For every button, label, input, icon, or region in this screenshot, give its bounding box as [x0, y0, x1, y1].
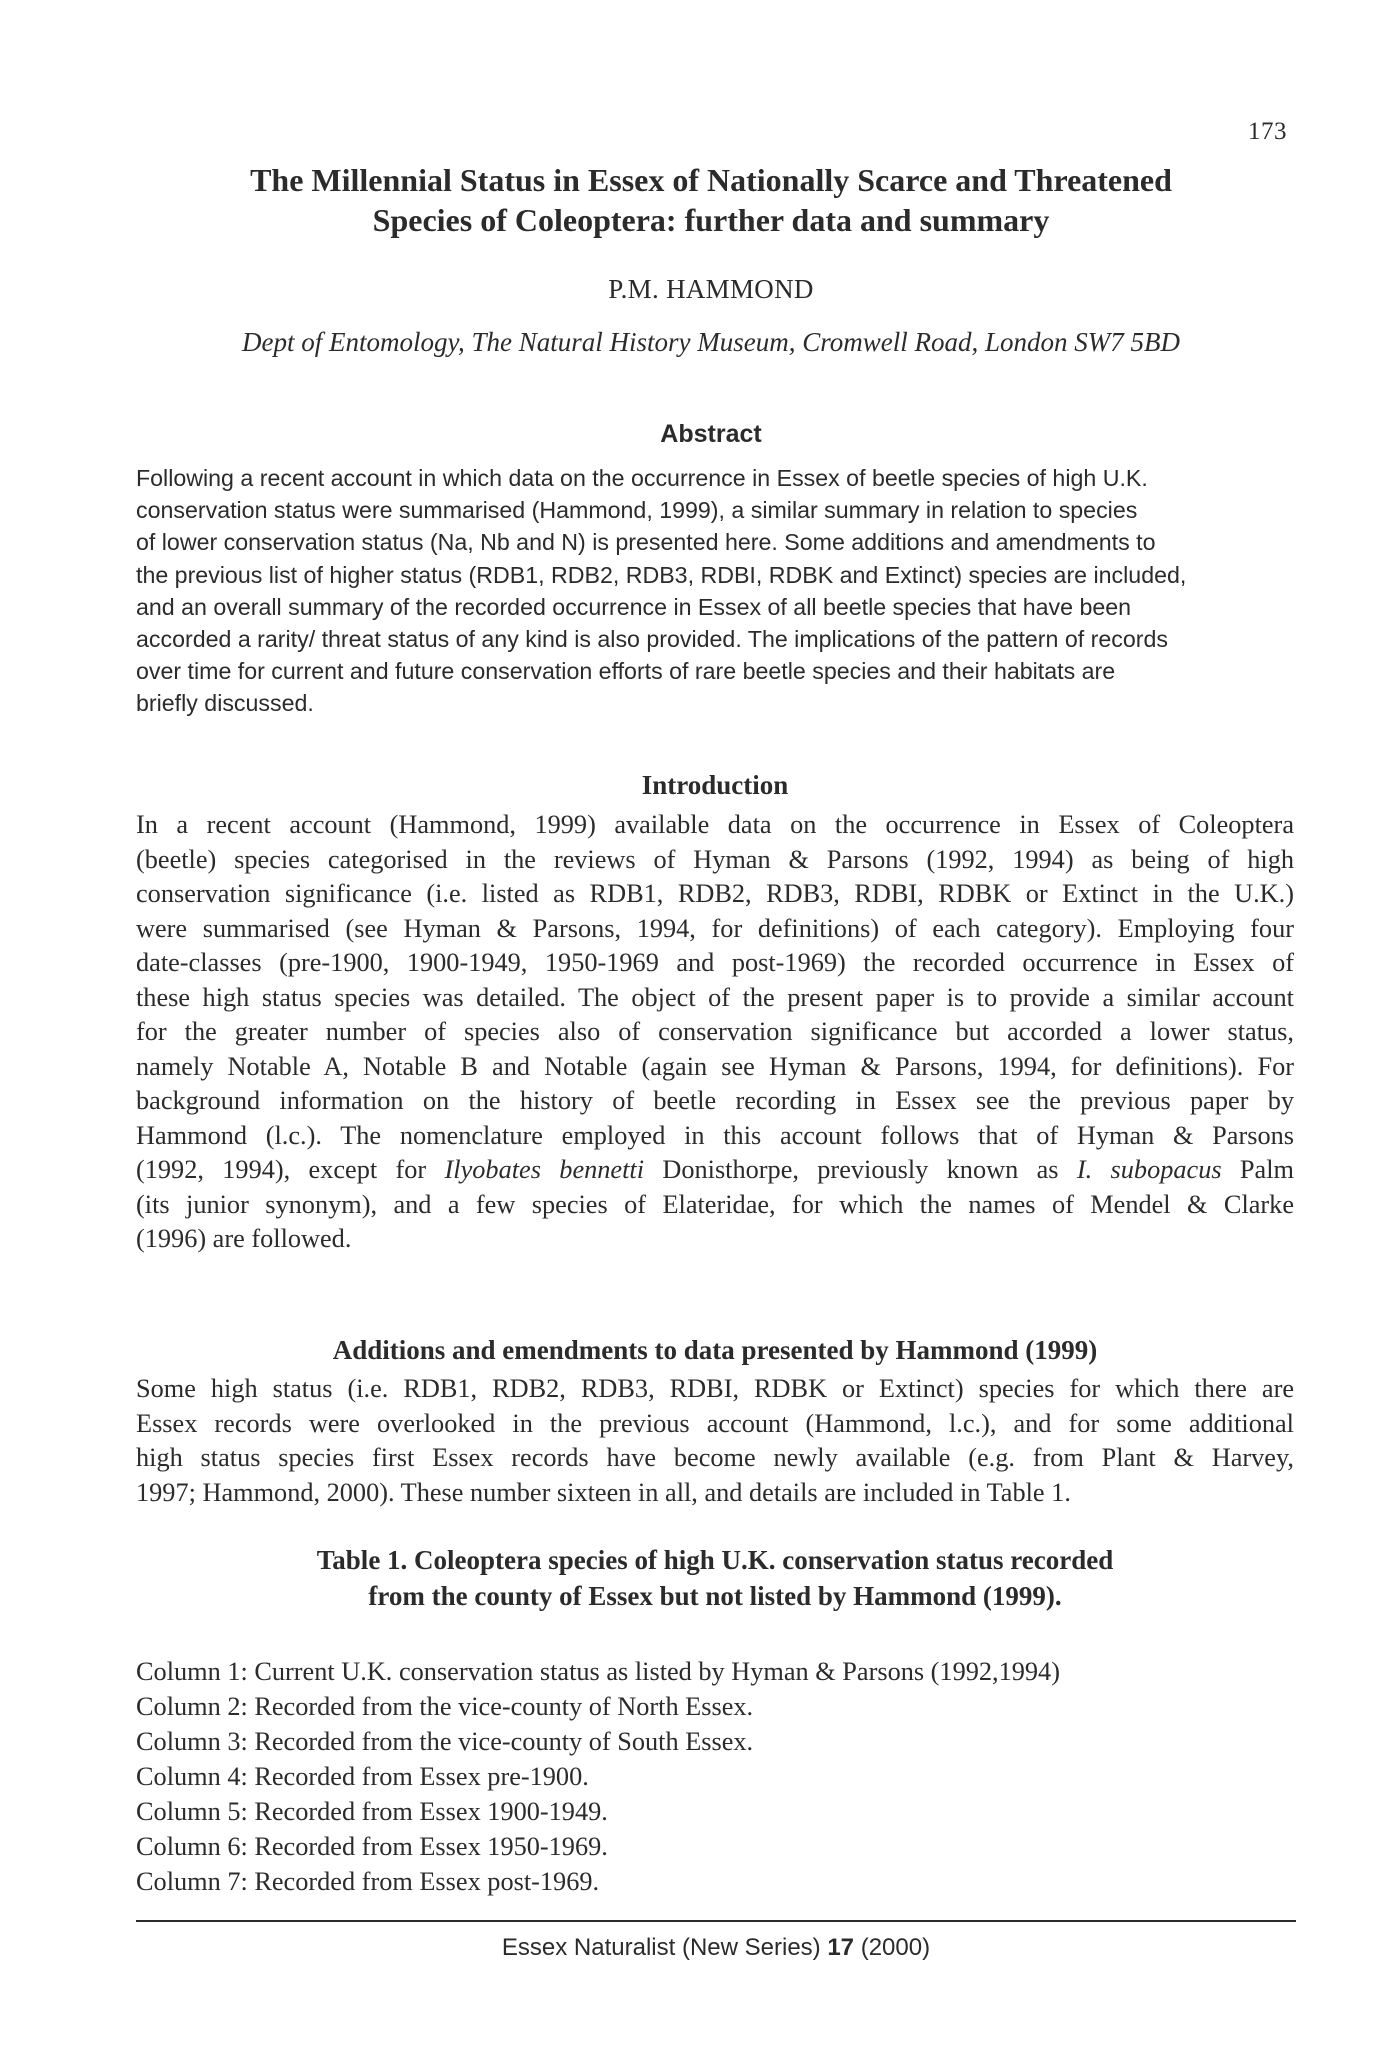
abstract-line: the previous list of higher status (RDB1, RDB2, RDB3, RDBI, RDBK and Extinct) species are included, — [136, 561, 1187, 588]
introduction-line: In a recent account (Hammond, 1999) available data on the occurrence in Essex of Coleoptera — [136, 810, 1294, 839]
column-definition: Column 1: Current U.K. conservation status as listed by Hyman & Parsons (1992,1994) — [136, 1657, 1060, 1686]
abstract-line: conservation status were summarised (Hammond, 1999), a similar summary in relation to species — [136, 497, 1138, 524]
abstract-heading: Abstract — [660, 420, 762, 448]
title-line-1: The Millennial Status in Essex of Nationally Scarce and Threatened — [250, 162, 1172, 198]
introduction-line: (beetle) species categorised in the reviews of Hyman & Parsons (1992, 1994) as being of high — [136, 844, 1294, 874]
column-definition: Column 5: Recorded from Essex 1900-1949. — [136, 1797, 608, 1826]
abstract-text — [136, 462, 1294, 720]
introduction-line-part: Palm — [1221, 1155, 1294, 1184]
introduction-line: these high status species was detailed. The object of the present paper is to provide a similar account — [136, 982, 1294, 1012]
abstract-line: and an overall summary of the recorded occurrence in Essex of all beetle species that have been — [136, 593, 1132, 620]
introduction-line — [136, 1153, 1294, 1188]
additions-text — [136, 1372, 1294, 1510]
abstract-line: of lower conservation status (Na, Nb and N) is presented here. Some additions and amendments to — [136, 529, 1156, 556]
title-line-2: Species of Coleoptera: further data and summary — [372, 202, 1050, 238]
introduction-line: background information on the history of beetle recording in Essex see the previous paper by — [136, 1086, 1294, 1115]
abstract-line: over time for current and future conservation efforts of rare beetle species and their habitats are — [136, 658, 1116, 685]
introduction-line: namely Notable A, Notable B and Notable (again see Hyman & Parsons, 1994, for definitions). For — [136, 1051, 1294, 1081]
introduction-line: were summarised (see Hyman & Parsons, 1994, for definitions) of each category). Employing four — [136, 913, 1294, 943]
journal-volume: 17 — [827, 1934, 855, 1961]
introduction-line-part: (1992, 1994), except for — [136, 1155, 445, 1184]
additions-line: Essex records were overlooked in the previous account (Hammond, l.c.), and for some additional — [136, 1408, 1294, 1438]
additions-line: Some high status (i.e. RDB1, RDB2, RDB3, RDBI, RDBK or Extinct) species for which there are — [136, 1374, 1294, 1403]
species-name-ilyobates-bennetti: Ilyobates bennetti — [444, 1155, 644, 1184]
column-definition: Column 4: Recorded from Essex pre-1900. — [136, 1762, 589, 1791]
introduction-line: Hammond (l.c.). The nomenclature employed in this account follows that of Hyman & Parsons — [136, 1120, 1294, 1150]
introduction-line: (1996) are followed. — [136, 1224, 352, 1253]
author: P.M. HAMMOND — [608, 274, 814, 304]
journal-year: (2000) — [860, 1934, 931, 1961]
species-name-i-subopacus: I. subopacus — [1076, 1155, 1222, 1184]
table-1-column-definitions — [136, 1654, 1294, 1899]
table-caption-line: Table 1. Coleoptera species of high U.K. conservation status recorded — [316, 1545, 1114, 1575]
introduction-line-part: Donisthorpe, previously known as — [644, 1155, 1077, 1184]
introduction-text — [136, 808, 1294, 1257]
introduction-line: conservation significance (i.e. listed as RDB1, RDB2, RDB3, RDBI, RDBK or Extinct in the U.K.) — [136, 879, 1294, 908]
additions-line: 1997; Hammond, 2000). These number sixteen in all, and details are included in Table 1. — [136, 1477, 1071, 1507]
column-definition: Column 3: Recorded from the vice-county of South Essex. — [136, 1727, 754, 1756]
affiliation: Dept of Entomology, The Natural History Museum, Cromwell Road, London SW7 5BD — [242, 327, 1180, 357]
table-1-caption — [136, 1542, 1294, 1614]
introduction-heading: Introduction — [641, 770, 789, 800]
article-title — [136, 160, 1286, 240]
footer-divider — [136, 1920, 1296, 1922]
abstract-line: briefly discussed. — [136, 690, 314, 717]
column-definition: Column 7: Recorded from Essex post-1969. — [136, 1867, 600, 1896]
abstract-line: accorded a rarity/ threat status of any kind is also provided. The implications of the pattern of records — [136, 626, 1168, 653]
introduction-line: for the greater number of species also of conservation significance but accorded a lower status, — [136, 1017, 1294, 1046]
column-definition: Column 2: Recorded from the vice-county of North Essex. — [136, 1692, 754, 1721]
introduction-line: (its junior synonym), and a few species of Elateridae, for which the names of Mendel & Clarke — [136, 1189, 1294, 1219]
table-caption-line: from the county of Essex but not listed by Hammond (1999). — [368, 1581, 1062, 1611]
journal-name: Essex Naturalist (New Series) — [501, 1934, 821, 1961]
page-number: 173 — [1248, 118, 1287, 145]
column-definition: Column 6: Recorded from Essex 1950-1969. — [136, 1832, 608, 1861]
additions-line: high status species first Essex records have become newly available (e.g. from Plant & Harvey, — [136, 1443, 1294, 1472]
abstract-line: Following a recent account in which data on the occurrence in Essex of beetle species of high U.K. — [136, 465, 1148, 491]
introduction-line: date-classes (pre-1900, 1900-1949, 1950-1969 and post-1969) the recorded occurrence in Essex of — [136, 948, 1294, 977]
journal-footer — [136, 1934, 1296, 1962]
additions-heading: Additions and emendments to data presented by Hammond (1999) — [332, 1335, 1098, 1365]
